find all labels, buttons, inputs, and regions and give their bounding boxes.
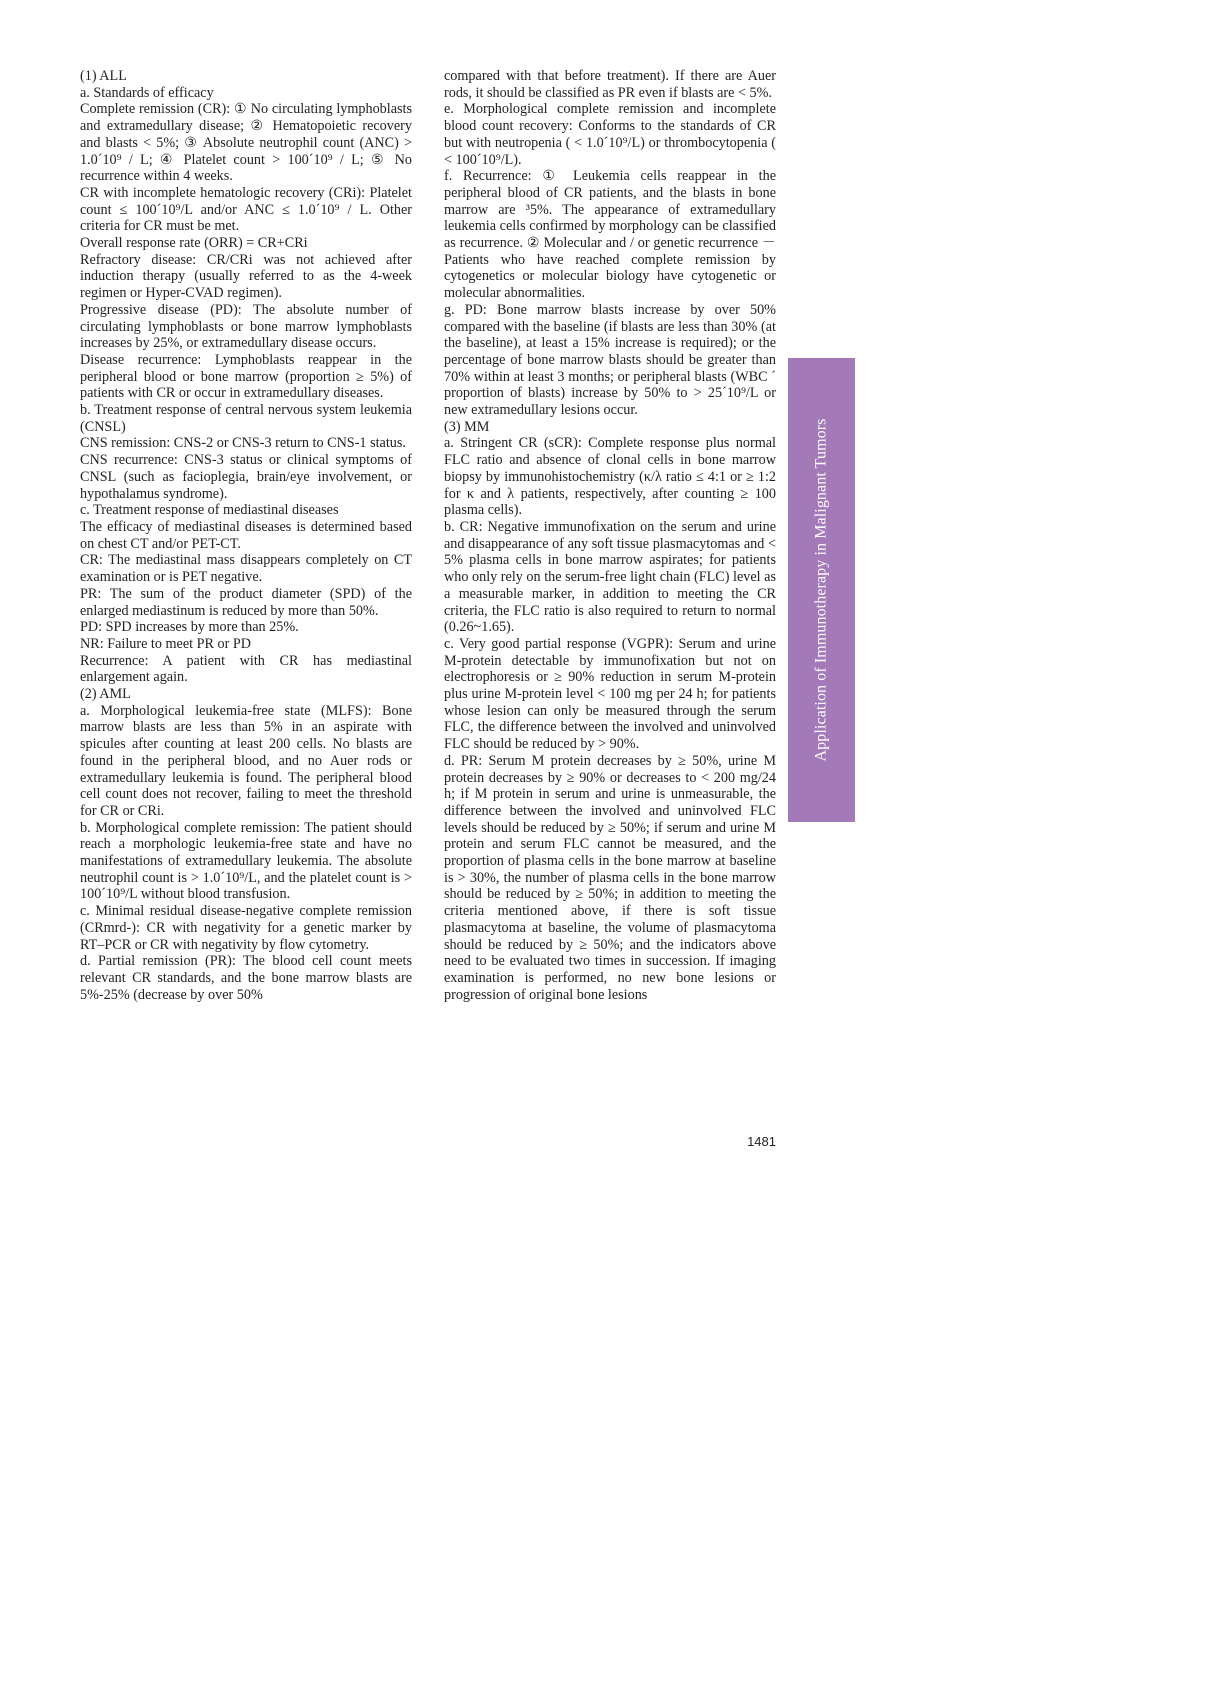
side-tab-label: Application of Immunotherapy in Malignant Tumors bbox=[812, 418, 830, 762]
paragraph-scr: a. Stringent CR (sCR): Complete response plus normal FLC ratio and absence of clonal cells in bone marrow biopsy by immunohistochemistry (κ/λ ratio ≤ 4:1 or ≥ 1:2 for κ and λ patients, respectively, after counting ≥ 100 plasma cells). bbox=[444, 435, 776, 519]
subheading-standards-of-efficacy: a. Standards of efficacy bbox=[80, 84, 214, 101]
heading-all: (1) ALL bbox=[80, 68, 127, 84]
heading-aml: (2) AML bbox=[80, 686, 131, 703]
paragraph-mm-cr: b. CR: Negative immunofixation on the serum and urine and disappearance of any soft tissue plasmacytomas and < 5% plasma cells in bone marrow aspirates; for patients who only rely on the serum-free light chain (FLC) level as a measurable marker, in addition to meeting the CR criteria, the FLC ratio is also required to return to normal (0.26~1.65). bbox=[444, 518, 776, 636]
paragraph-complete-remission: Complete remission (CR): ① No circulating lymphoblasts and extramedullary disease; ② Hematopoietic recovery and blasts < 5%; ③ Absolute neutrophil count (ANC) > 1.0´10⁹ / L; ④ Platelet count > 100´10⁹ / L; ⑤ No recurrence within 4 weeks. bbox=[80, 101, 412, 185]
subheading-cnsl: b. Treatment response of central nervous system leukemia (CNSL) bbox=[80, 402, 412, 435]
paragraph-morphological-cr: b. Morphological complete remission: The patient should reach a morphologic leukemia-free state and have no manifestations of extramedullary leukemia. The absolute neutrophil count is > 1.0´10⁹/L, and the platelet count is > 100´10⁹/L without blood transfusion. bbox=[80, 819, 412, 903]
heading-mm: (3) MM bbox=[444, 418, 490, 435]
paragraph-aml-recurrence: f. Recurrence: ① Leukemia cells reappear in the peripheral blood of CR patients, and the blasts in bone marrow are ³5%. The appearance of extramedullary leukemia cells confirmed by morphology can be classified as recurrence. ② Molecular and / or genetic recurrence － Patients who have reached complete remission by cytogenetics or molecular biology have cytogenetic or molecular abnormalities. bbox=[444, 168, 776, 302]
paragraph-mediastinal-pd: PD: SPD increases by more than 25%. bbox=[80, 619, 299, 636]
paragraph-mediastinal-nr: NR: Failure to meet PR or PD bbox=[80, 635, 252, 652]
paragraph-aml-pd: g. PD: Bone marrow blasts increase by over 50% compared with the baseline (if blasts are less than 30% (at the baseline), at least a 15% increase is required); or the percentage of bone marrow blasts should be greater than 70% within at least 3 months; or peripheral blasts (WBC ´ proportion of blasts) increase by 50% to > 25´10⁹/L or new extramedullary lesions occur. bbox=[444, 301, 776, 419]
subheading-mediastinal: c. Treatment response of mediastinal diseases bbox=[80, 502, 339, 519]
paragraph-mediastinal-pr: PR: The sum of the product diameter (SPD) of the enlarged mediastinum is reduced by more than 50%. bbox=[80, 585, 412, 619]
paragraph-partial-remission: d. Partial remission (PR): The blood cell count meets relevant CR standards, and the bone marrow blasts are 5%-25% (decrease by over 50% bbox=[80, 953, 412, 1003]
left-column bbox=[80, 68, 412, 1003]
paragraph-orr: Overall response rate (ORR) = CR+CRi bbox=[80, 235, 308, 252]
paragraph-progressive-disease: Progressive disease (PD): The absolute number of circulating lymphoblasts or bone marrow lymphoblasts increases by 25%, or extramedullary disease occurs. bbox=[80, 301, 412, 352]
paragraph-cri: CR with incomplete hematologic recovery (CRi): Platelet count ≤ 100´10⁹/L and/or ANC ≤ 1.0´10⁹ / L. Other criteria for CR must be met. bbox=[80, 184, 412, 235]
paragraph-cns-recurrence: CNS recurrence: CNS-3 status or clinical symptoms of CNSL (such as facioplegia, brain/eye involvement, or hypothalamus syndrome). bbox=[80, 452, 412, 502]
paragraph-mediastinal-recurrence: Recurrence: A patient with CR has mediastinal enlargement again. bbox=[80, 652, 412, 686]
side-tab bbox=[788, 358, 855, 822]
paragraph-pr-continued: compared with that before treatment). If there are Auer rods, it should be classified as PR even if blasts are < 5%. bbox=[444, 68, 776, 101]
paragraph-refractory-disease: Refractory disease: CR/CRi was not achieved after induction therapy (usually referred to as the 4-week regimen or Hyper-CVAD regimen). bbox=[80, 251, 412, 302]
paragraph-cr-incomplete-recovery: e. Morphological complete remission and incomplete blood count recovery: Conforms to the standards of CR but with neutropenia ( < 1.0´10⁹/L) or thrombocytopenia ( < 100´10⁹/L). bbox=[444, 101, 776, 168]
paragraph-cns-remission: CNS remission: CNS-2 or CNS-3 return to CNS-1 status. bbox=[80, 435, 406, 452]
paragraph-mediastinal-efficacy: The efficacy of mediastinal diseases is determined based on chest CT and/or PET-CT. bbox=[80, 518, 412, 552]
paragraph-mlfs: a. Morphological leukemia-free state (MLFS): Bone marrow blasts are less than 5% in an aspirate with spicules after counting at least 200 cells. No blasts are found in the peripheral blood, and no Auer rods or extramedullary leukemia is found. The peripheral blood cell count does not recover, failing to meet the threshold for CR or CRi. bbox=[80, 702, 412, 819]
paragraph-mediastinal-cr: CR: The mediastinal mass disappears completely on CT examination or is PET negative. bbox=[80, 552, 412, 586]
paragraph-crmrd: c. Minimal residual disease-negative complete remission (CRmrd-): CR with negativity for a genetic marker by RT–PCR or CR with negativity by flow cytometry. bbox=[80, 903, 412, 953]
page-number: 1481 bbox=[747, 1134, 776, 1149]
paragraph-disease-recurrence: Disease recurrence: Lymphoblasts reappear in the peripheral blood or bone marrow (proportion ≥ 5%) of patients with CR or occur in extramedullary diseases. bbox=[80, 351, 412, 402]
paragraph-mm-pr: d. PR: Serum M protein decreases by ≥ 50%, urine M protein decreases by ≥ 90% or decreases to < 200 mg/24 h; if M protein in serum and urine is unmeasurable, the difference between the involved and uninvolved FLC levels should be reduced by ≥ 50%; if serum and urine M protein and serum FLC cannot be measured, and the proportion of plasma cells in the bone marrow at baseline is > 30%, the number of plasma cells in the bone marrow should be reduced by ≥ 50%; in addition to meeting the criteria mentioned above, if there is soft tissue plasmacytoma at baseline, the volume of plasmacytoma should be reduced by ≥ 50%; and the indicators above need to be evaluated two times in succession. If imaging examination is performed, no new bone lesions or progression of original bone lesions bbox=[444, 752, 776, 1003]
paragraph-vgpr: c. Very good partial response (VGPR): Serum and urine M-protein detectable by immunofixation but not on electrophoresis or ≥ 90% reduction in serum M-protein plus urine M-protein level < 100 mg per 24 h; for patients whose lesion can only be measured through the serum FLC, the difference between the involved and uninvolved FLC should be reduced by > 90%. bbox=[444, 635, 776, 753]
right-column bbox=[444, 68, 776, 1003]
